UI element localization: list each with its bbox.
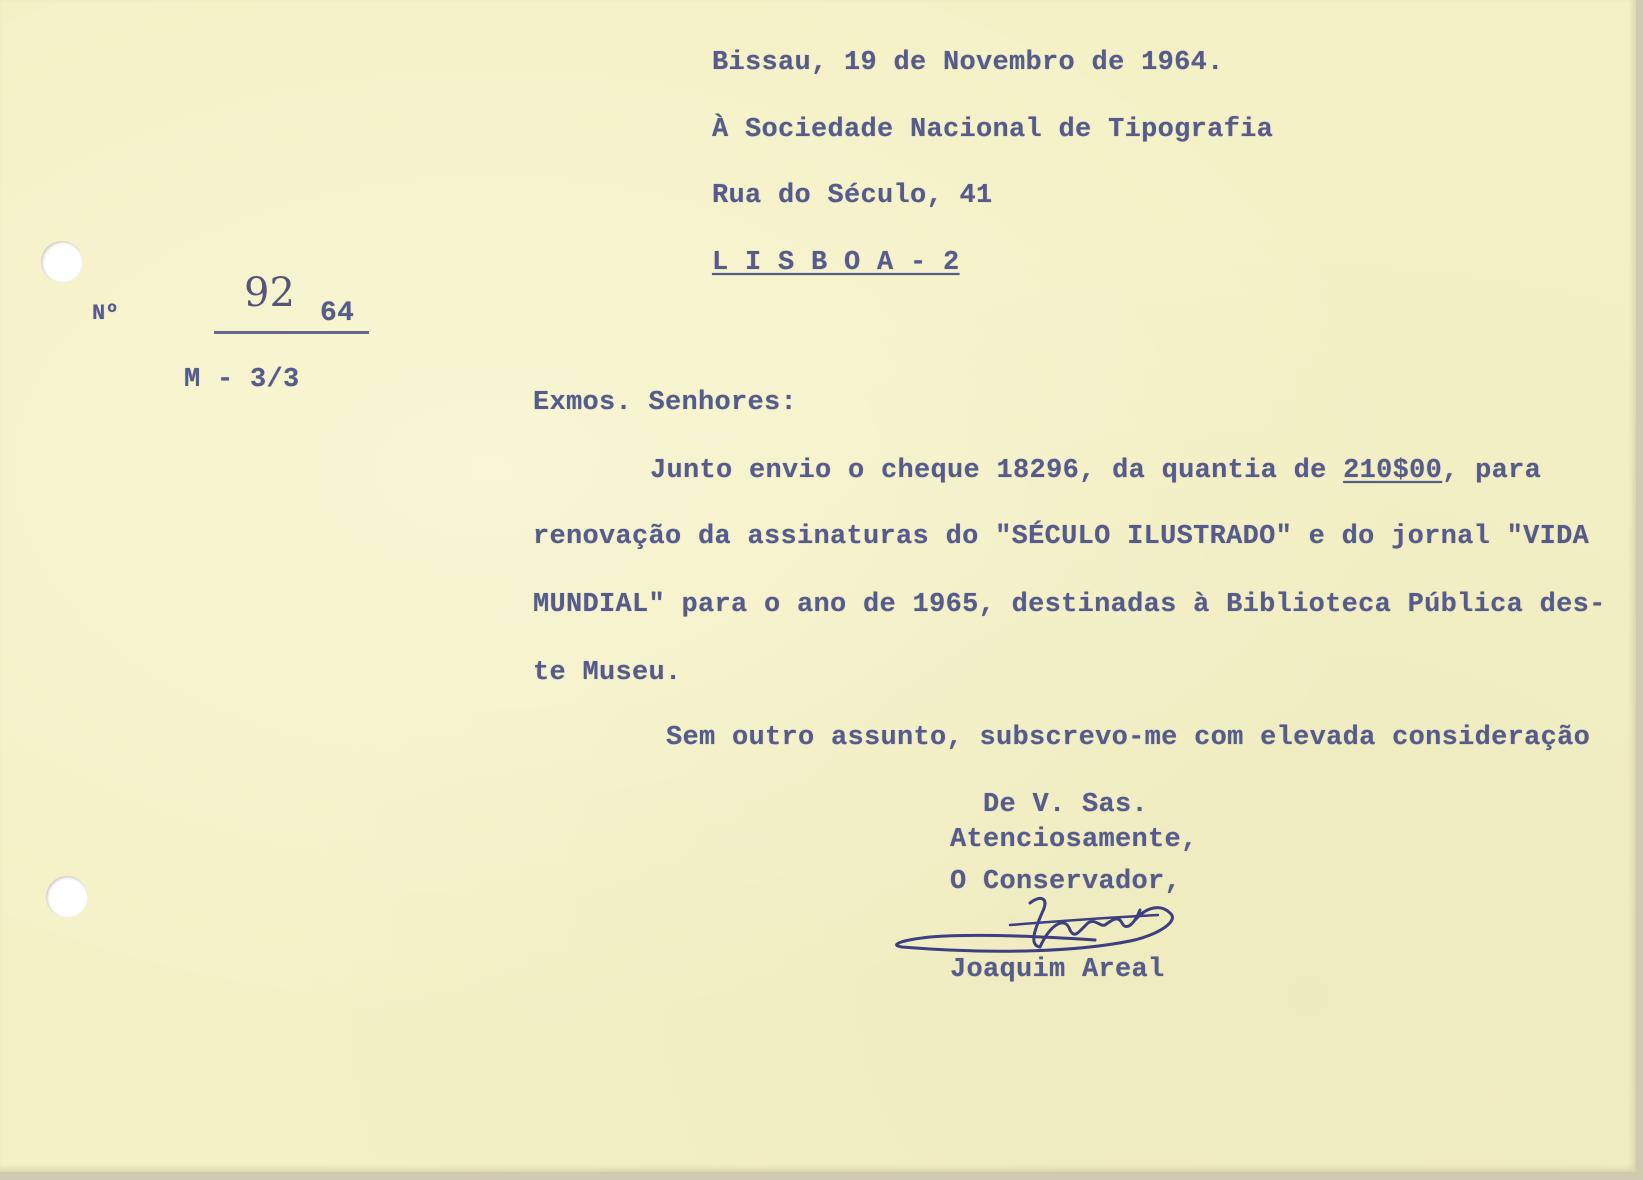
salutation: Exmos. Senhores:	[533, 388, 798, 418]
signoff-line-3: O Conservador,	[950, 867, 1182, 897]
number-label: Nº	[92, 301, 120, 326]
payment-amount: 210$00	[1343, 456, 1443, 486]
recipient-name: À Sociedade Nacional de Tipografia	[712, 115, 1274, 145]
paragraph-line-1	[650, 456, 1541, 486]
paragraph-line-1-end: , para	[1442, 456, 1542, 486]
paragraph-line-3: MUNDIAL" para o ano de 1965, destinadas à Biblioteca Pública des-	[533, 590, 1606, 620]
paragraph-line-2: renovação da assinaturas do "SÉCULO ILUSTRADO" e do jornal "VIDA	[533, 522, 1590, 552]
punch-hole-bottom	[46, 876, 88, 918]
reference-year: 64	[320, 298, 355, 329]
signoff-line-2: Atenciosamente,	[950, 825, 1198, 855]
paragraph-line-4: te Museu.	[533, 658, 682, 688]
signatory-name: Joaquim Areal	[950, 955, 1165, 985]
signoff-line-1: De V. Sas.	[983, 790, 1149, 820]
recipient-street: Rua do Século, 41	[712, 181, 993, 211]
paragraph-line-1-start: Junto envio o cheque 18296, da quantia de	[650, 456, 1344, 486]
recipient-city: L I S B O A - 2	[712, 248, 960, 278]
handwritten-number: 92	[244, 270, 295, 316]
punch-hole-top	[41, 241, 83, 283]
date-line: Bissau, 19 de Novembro de 1964.	[712, 48, 1224, 78]
reference-underline	[214, 331, 369, 334]
file-code: M - 3/3	[184, 365, 300, 395]
closing-line: Sem outro assunto, subscrevo-me com elevada consideração	[666, 723, 1591, 753]
